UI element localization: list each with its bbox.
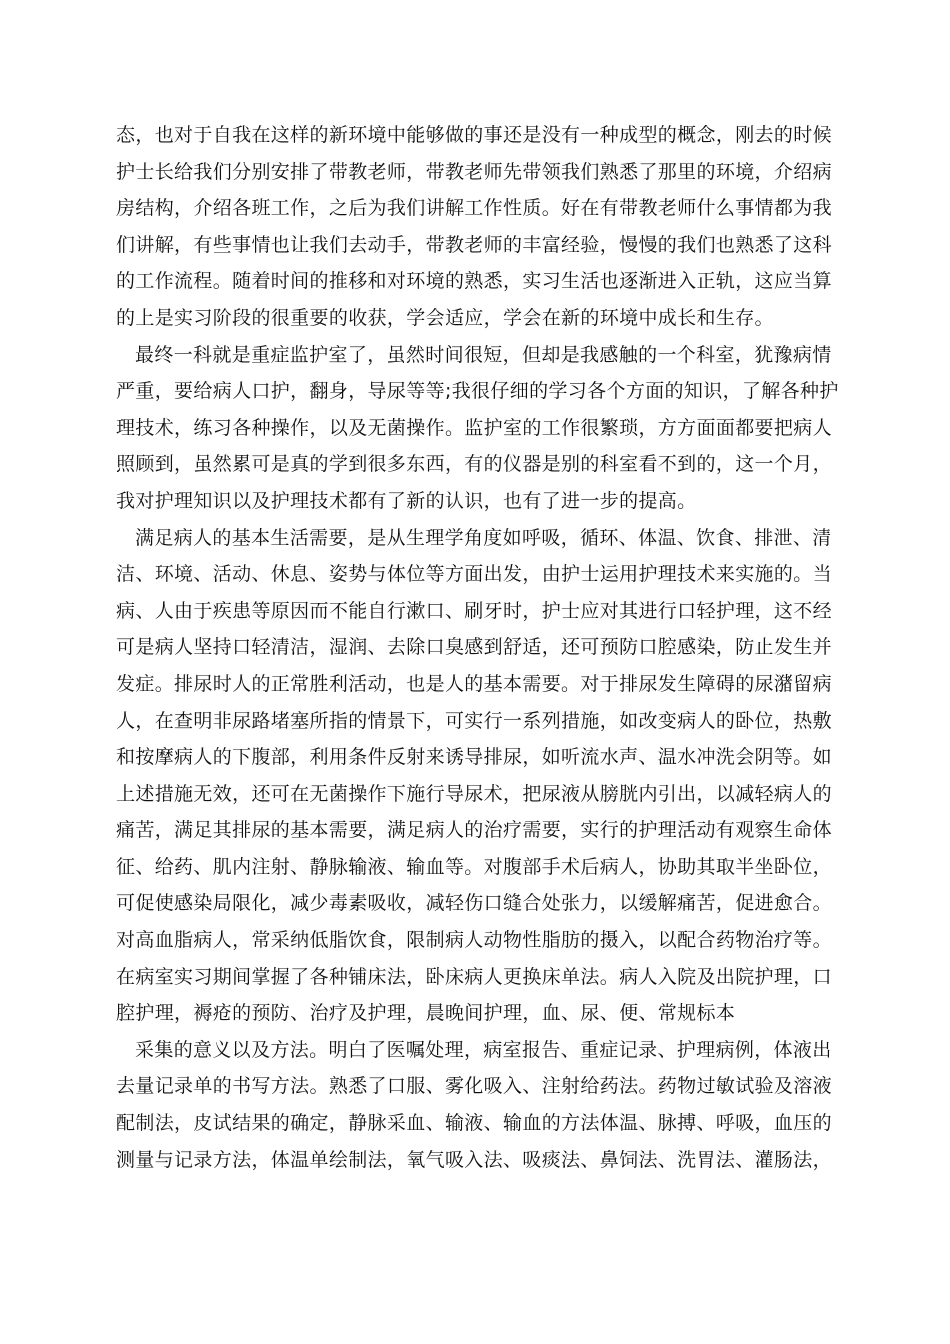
text-line: 病、人由于疾患等原因而不能自行漱口、刷牙时，护士应对其进行口轻护理，这不经 (116, 599, 832, 622)
text-line: 我对护理知识以及护理技术都有了新的认识，也有了进一步的提高。 (116, 489, 697, 512)
text-line: 可促使感染局限化，减少毒素吸收，减轻伤口缝合处张力，以缓解痛苦，促进愈合。 (116, 892, 832, 915)
text-line: 们讲解，有些事情也让我们去动手，带教老师的丰富经验，慢慢的我们也熟悉了这科 (116, 233, 832, 256)
text-line: 腔护理，褥疮的预防、治疗及护理，晨晚间护理，血、尿、便、常规标本 (116, 1002, 736, 1025)
text-line: 严重，要给病人口护，翻身，导尿等等;我很仔细的学习各个方面的知识，了解各种护 (116, 380, 839, 403)
text-line: 理技术，练习各种操作，以及无菌操作。监护室的工作很繁琐，方方面面都要把病人 (116, 416, 832, 439)
paragraph-first-line: 满足病人的基本生活需要，是从生理学角度如呼吸，循环、体温、饮食、排泄、清 (135, 526, 832, 549)
text-line: 房结构，介绍各班工作，之后为我们讲解工作性质。好在有带教老师什么事情都为我 (116, 197, 832, 220)
text-line: 的工作流程。随着时间的推移和对环境的熟悉，实习生活也逐渐进入正轨，这应当算 (116, 270, 832, 293)
text-line: 上述措施无效，还可在无菌操作下施行导尿术，把尿液从膀胱内引出，以减轻病人的 (116, 782, 832, 805)
text-line: 发症。排尿时人的正常胜利活动，也是人的基本需要。对于排尿发生障碍的尿潴留病 (116, 672, 832, 695)
text-line: 征、给药、肌内注射、静脉输液、输血等。对腹部手术后病人，协助其取半坐卧位， (116, 855, 832, 878)
text-line: 和按摩病人的下腹部，利用条件反射来诱导排尿，如听流水声、温水冲洗会阴等。如 (116, 746, 832, 769)
text-line: 态，也对于自我在这样的新环境中能够做的事还是没有一种成型的概念，刚去的时候 (116, 124, 832, 146)
text-line: 护士长给我们分别安排了带教老师，带教老师先带领我们熟悉了那里的环境，介绍病 (116, 160, 832, 183)
text-line: 对高血脂病人，常采纳低脂饮食，限制病人动物性脂肪的摄入，以配合药物治疗等。 (116, 929, 832, 952)
text-line: 人，在查明非尿路堵塞所指的情景下，可实行一系列措施，如改变病人的卧位，热敷 (116, 709, 832, 732)
text-line: 痛苦，满足其排尿的基本需要，满足病人的治疗需要，实行的护理活动有观察生命体 (116, 819, 832, 842)
text-line: 测量与记录方法，体温单绘制法，氧气吸入法、吸痰法、鼻饲法、洗胃法、灌肠法， (116, 1148, 832, 1171)
body-text (116, 117, 840, 1178)
text-line: 去量记录单的书写方法。熟悉了口服、雾化吸入、注射给药法。药物过敏试验及溶液 (116, 1075, 832, 1098)
paragraph-first-line: 采集的意义以及方法。明白了医嘱处理，病室报告、重症记录、护理病例，体液出 (135, 1038, 832, 1061)
text-line: 的上是实习阶段的很重要的收获，学会适应，学会在新的环境中成长和生存。 (116, 306, 774, 329)
text-line: 洁、环境、活动、休息、姿势与体位等方面出发，由护士运用护理技术来实施的。当 (116, 563, 832, 586)
text-line: 照顾到，虽然累可是真的学到很多东西，有的仪器是别的科室看不到的，这一个月， (116, 453, 832, 476)
paragraph-first-line: 最终一科就是重症监护室了，虽然时间很短，但却是我感触的一个科室，犹豫病情 (135, 343, 832, 366)
text-line: 可是病人坚持口轻清洁，湿润、去除口臭感到舒适，还可预防口腔感染，防止发生并 (116, 636, 832, 659)
text-line: 在病室实习期间掌握了各种铺床法，卧床病人更换床单法。病人入院及出院护理，口 (116, 965, 832, 988)
text-line: 配制法，皮试结果的确定，静脉采血、输液、输血的方法体温、脉搏、呼吸，血压的 (116, 1112, 832, 1135)
